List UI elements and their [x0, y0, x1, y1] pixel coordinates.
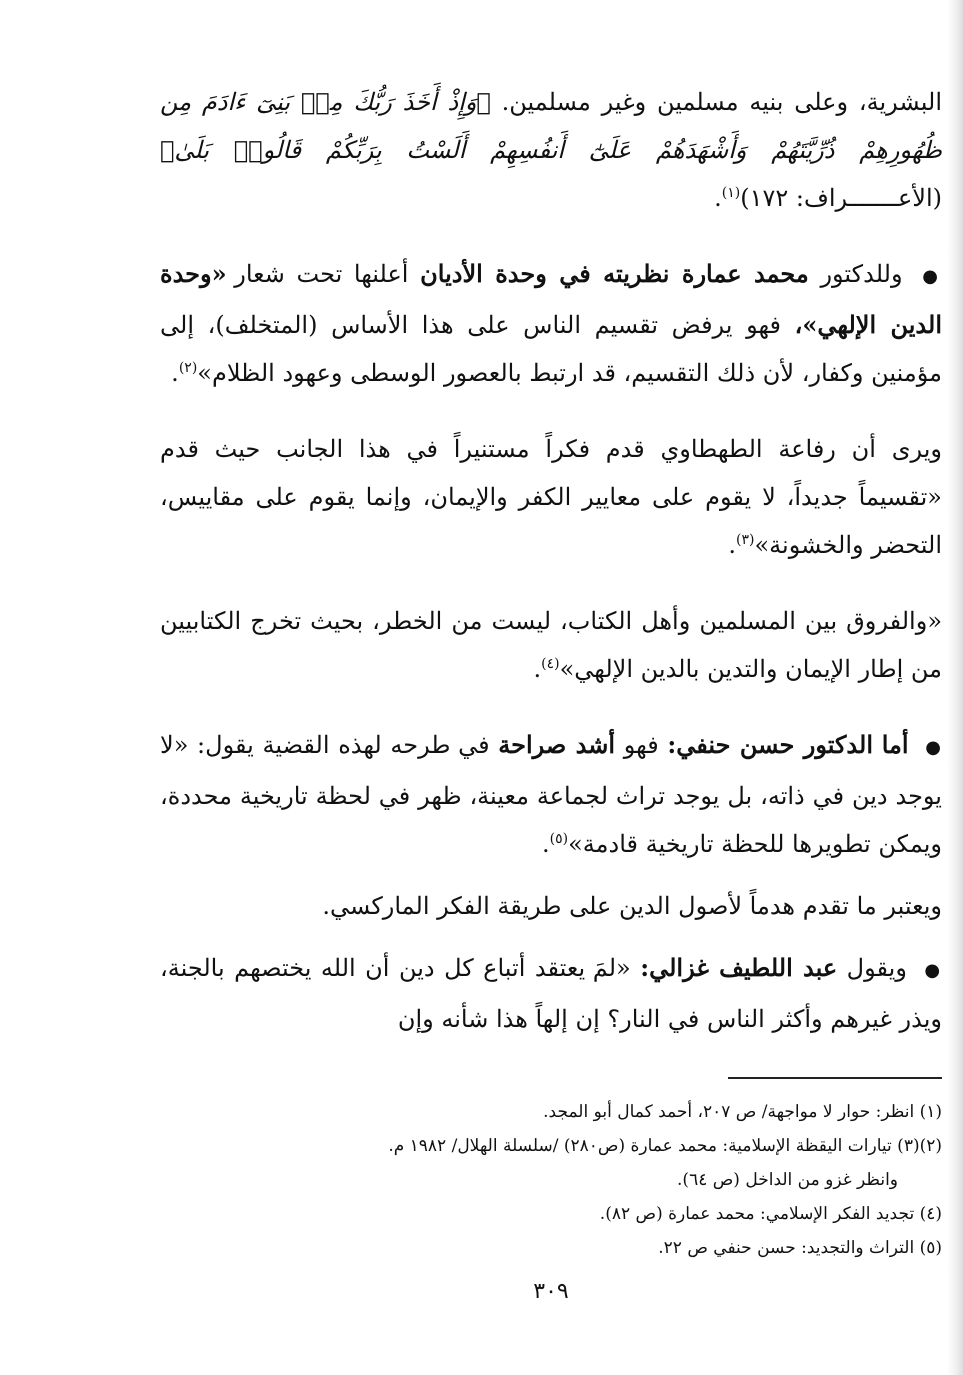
footnote-marker: (١): [721, 185, 741, 201]
paragraph-marxist: ويعتبر ما تقدم هدماً لأصول الدين على طريقة الفكر الماركسي.: [322, 892, 942, 920]
paragraph-ghazali: ● ويقول عبد اللطيف غزالي: «لمَ يعتقد أتباع كل دين أن الله يختصهم بالجنة، ويذر غيرهم وأكثر الناس في النار؟ إن إلهاً هذا شأنه وإن: [160, 953, 942, 1033]
footnote-5: (٥) التراث والتجديد: حسن حنفي ص ٢٢.: [658, 1238, 942, 1258]
page-edge-shadow: [947, 0, 963, 1375]
footnote-separator: [728, 1077, 942, 1079]
footnotes: [160, 1095, 942, 1265]
footnote-2-3-continued: وانظر غزو من الداخل (ص ٦٤).: [677, 1170, 898, 1190]
main-text: [160, 78, 942, 1043]
paragraph-people-of-book: «والفروق بين المسلمين وأهل الكتاب، ليست من الخطر، بحيث تخرج الكتابيين من إطار الإيمان والتدين بالدين الإلهي»$^{(٤)}$.: [160, 607, 942, 683]
book-page: [160, 78, 942, 1304]
paragraph-tahtawi: ويرى أن رفاعة الطهطاوي قدم فكراً مستنيراً في هذا الجانب حيث قدم «تقسيماً جديداً، لا يقوم على معايير الكفر والإيمان، وإنما يقوم على مقاييس، التحضر والخشونة»$^{(٣)}$.: [160, 435, 942, 559]
paragraph-hanafi: ● أما الدكتور حسن حنفي: فهو أشد صراحة في طرحه لهذه القضية يقول: «لا يوجد دين في ذاته، بل يوجد تراث لجماعة معينة، ظهر في لحظة تاريخية محددة، ويمكن تطويرها للحظة تاريخية قادمة»$^{(٥)}$.: [160, 730, 942, 858]
footnote-2-3: (٢)(٣) تيارات اليقظة الإسلامية: محمد عمارة (ص٢٨٠) /سلسلة الهلال/ ١٩٨٢ م.: [388, 1136, 942, 1156]
footnote-1: (١) انظر: حوار لا مواجهة/ ص ٢٠٧، أحمد كمال أبو المجد.: [543, 1102, 942, 1122]
bullet-icon: ●: [922, 266, 942, 287]
footnote-4: (٤) تجديد الفكر الإسلامي: محمد عمارة (ص ٨٢).: [599, 1204, 942, 1224]
footnote-marker: (٥): [549, 831, 569, 847]
page-number: ٣٠٩: [533, 1279, 569, 1304]
footnote-marker: (٢): [178, 360, 198, 376]
quran-verse: ﴿وَإِذْ أَخَذَ رَبُّكَ مِنۢ بَنِىٓ ءَادَمَ مِن ظُهُورِهِمْ ذُرِّيَّتَهُمْ وَأَشْهَدَهُمْ عَلَىٰٓ أَنفُسِهِمْ أَلَسْتُ بِرَبِّكُمْ قَالُوا۟ بَلَىٰ﴾: [160, 88, 942, 164]
footnote-marker: (٤): [541, 656, 560, 672]
paragraph-amara: ● وللدكتور محمد عمارة نظريته في وحدة الأديان أعلنها تحت شعار «وحدة الدين الإلهي»، فهو يرفض تقسيم الناس على هذا الأساس (المتخلف)، إلى مؤمنين وكفار، لأن ذلك التقسيم، قد ارتبط بالعصور الوسطى وعهود الظلام»$^{(٢)}$.: [160, 259, 942, 387]
bullet-icon: ●: [925, 737, 942, 758]
verse-reference: (الأعـــــــراف: ١٧٢): [740, 184, 942, 212]
bullet-icon: ●: [924, 960, 942, 981]
paragraph-quran: البشرية، وعلى بنيه مسلمين وغير مسلمين. ﴿وَإِذْ أَخَذَ رَبُّكَ مِنۢ بَنِىٓ ءَادَمَ مِن ظُهُورِهِمْ ذُرِّيَّتَهُمْ وَأَشْهَدَهُمْ عَلَىٰٓ أَنفُسِهِمْ أَلَسْتُ بِرَبِّكُمْ قَالُوا۟ بَلَىٰ﴾ (الأعـــــــراف: ١٧٢)$^{(١)}$.: [160, 88, 942, 212]
footnote-marker: (٣): [736, 532, 755, 548]
